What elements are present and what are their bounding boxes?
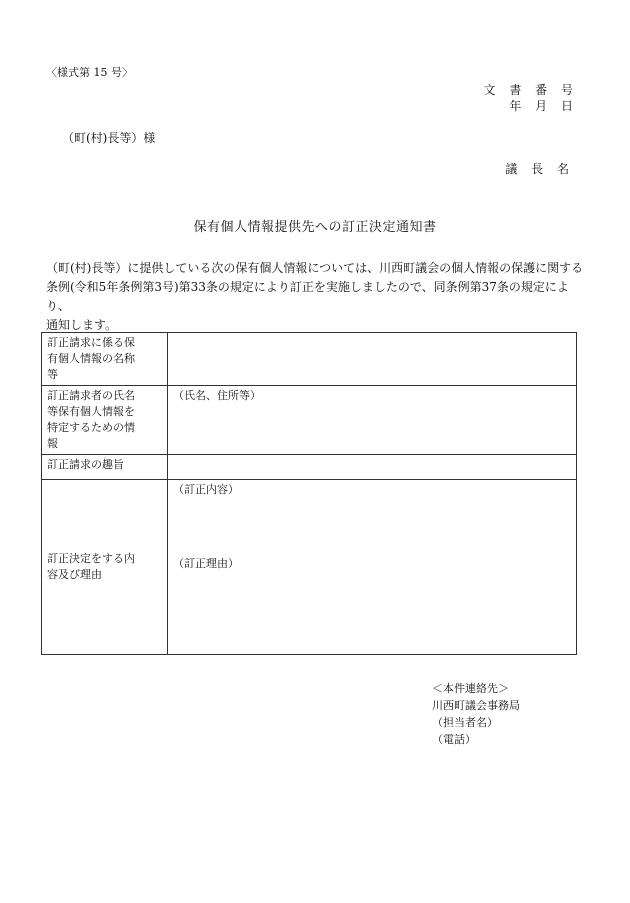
chair-name: 議 長 名 <box>505 162 574 176</box>
contact-person: （担当者名） <box>432 716 498 729</box>
label-line: 訂正請求に係る保 <box>47 336 135 349</box>
correction-content: （訂正内容） <box>173 483 239 496</box>
label-line: 等 <box>47 368 58 381</box>
form-number: 〈様式第 15 号〉 <box>46 66 133 79</box>
row-value-request-purpose <box>168 455 577 480</box>
contact-block <box>432 680 520 748</box>
label-line: 訂正請求者の氏名 <box>47 389 135 402</box>
table-row <box>42 480 577 655</box>
notice-body <box>46 259 586 335</box>
addressee: （町(村)長等）様 <box>62 131 156 145</box>
table-row <box>42 333 577 386</box>
doc-meta <box>484 82 578 114</box>
label-line: 有個人情報の名称 <box>47 352 135 365</box>
contact-heading: ＜本件連絡先＞ <box>432 682 509 695</box>
body-line-3: 通知します。 <box>46 318 118 332</box>
contact-office: 川西町議会事務局 <box>432 699 520 712</box>
document-number: 文 書 番 号 <box>483 83 578 97</box>
contact-phone: （電話） <box>432 733 476 746</box>
body-line-2: 条例(令和5年条例第3号)第33条の規定により訂正を実施しましたので、同条例第37条の規定により、 <box>46 280 569 313</box>
document-title: 保有個人情報提供先への訂正決定通知書 <box>193 220 437 235</box>
label-line: 特定するための情 <box>47 421 135 434</box>
row-label-requested-info <box>42 333 168 386</box>
body-line-1: （町(村)長等）に提供している次の保有個人情報については、川西町議会の個人情報の保護に関する <box>46 261 584 275</box>
label-line: 訂正決定をする内 <box>47 552 135 565</box>
row-value-requested-info <box>168 333 577 386</box>
label-line: 容及び理由 <box>47 568 102 581</box>
row-value-decision <box>168 480 577 655</box>
correction-reason: （訂正理由） <box>173 557 239 570</box>
row-label-decision <box>42 480 168 655</box>
row-label-requester-info <box>42 386 168 455</box>
table-row <box>42 455 577 480</box>
row-value-requester-info: （氏名、住所等） <box>168 386 577 455</box>
document-date: 年 月 日 <box>509 99 578 113</box>
info-table <box>41 332 577 655</box>
row-label-request-purpose: 訂正請求の趣旨 <box>42 455 168 480</box>
label-line: 報 <box>47 437 58 450</box>
table-row <box>42 386 577 455</box>
label-line: 等保有個人情報を <box>47 405 135 418</box>
